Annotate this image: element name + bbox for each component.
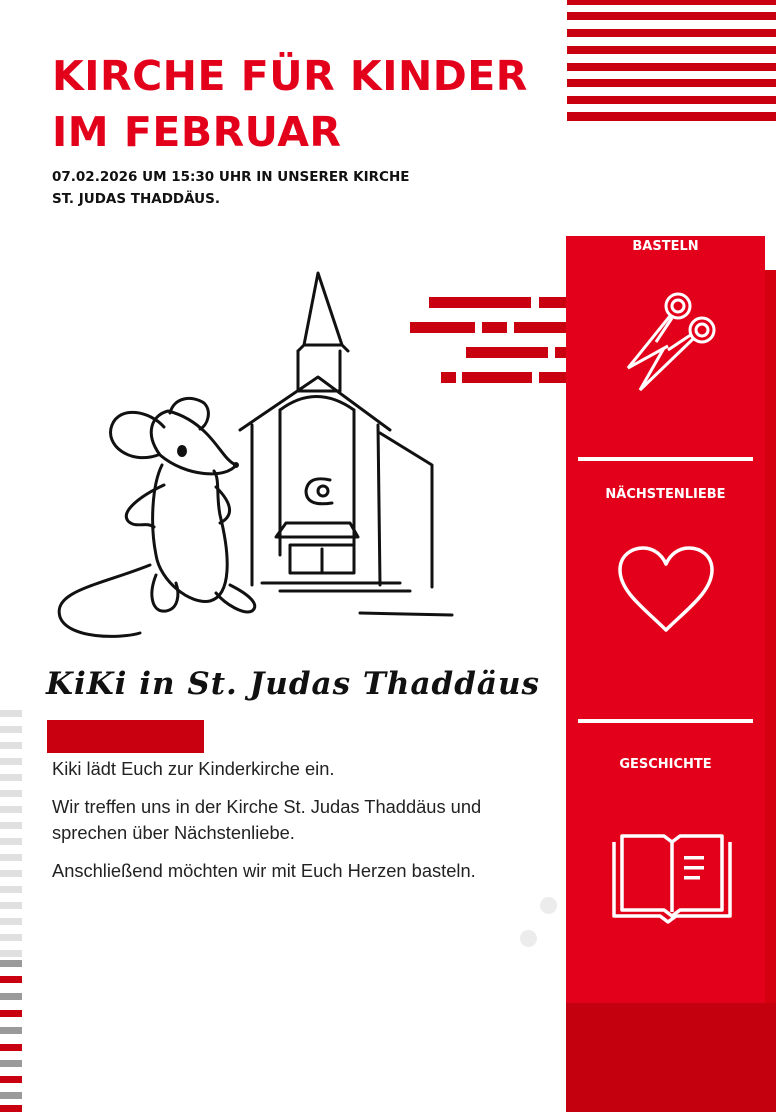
title-line-1: KIRCHE FÜR KINDER <box>52 52 528 100</box>
event-details <box>52 166 409 210</box>
book-icon <box>610 832 734 924</box>
sidebar-panel <box>566 236 765 1003</box>
event-location-line: ST. JUDAS THADDÄUS. <box>52 191 220 207</box>
scissors-icon <box>610 286 722 398</box>
section-divider <box>578 719 753 723</box>
invitation-text <box>52 756 552 896</box>
paragraph: Anschließend möchten wir mit Euch Herzen basteln. <box>52 860 476 881</box>
accent-bar <box>47 720 204 753</box>
illustration-caption: KiKi in St. Judas Thaddäus <box>46 666 540 702</box>
title-line-2: IM FEBRUAR <box>52 108 342 156</box>
decorative-dot <box>540 897 557 914</box>
mouse-church-illustration <box>40 265 460 650</box>
section-label-geschichte: GESCHICHTE <box>619 757 712 772</box>
decorative-dot <box>520 930 537 947</box>
section-divider <box>578 457 753 461</box>
left-margin-stripes <box>0 710 22 1112</box>
paragraph: Kiki lädt Euch zur Kinderkirche ein. <box>52 758 335 779</box>
sidebar-footer-block <box>566 1003 776 1112</box>
event-date-line: 07.02.2026 UM 15:30 UHR IN UNSERER KIRCHE <box>52 169 410 185</box>
heart-icon <box>616 544 716 636</box>
section-label-naechstenliebe: NÄCHSTENLIEBE <box>605 487 726 502</box>
paragraph: Wir treffen uns in der Kirche St. Judas Thaddäus und sprechen über Nächstenliebe. <box>52 796 482 843</box>
section-label-basteln: BASTELN <box>632 239 699 254</box>
page-title <box>52 48 528 160</box>
